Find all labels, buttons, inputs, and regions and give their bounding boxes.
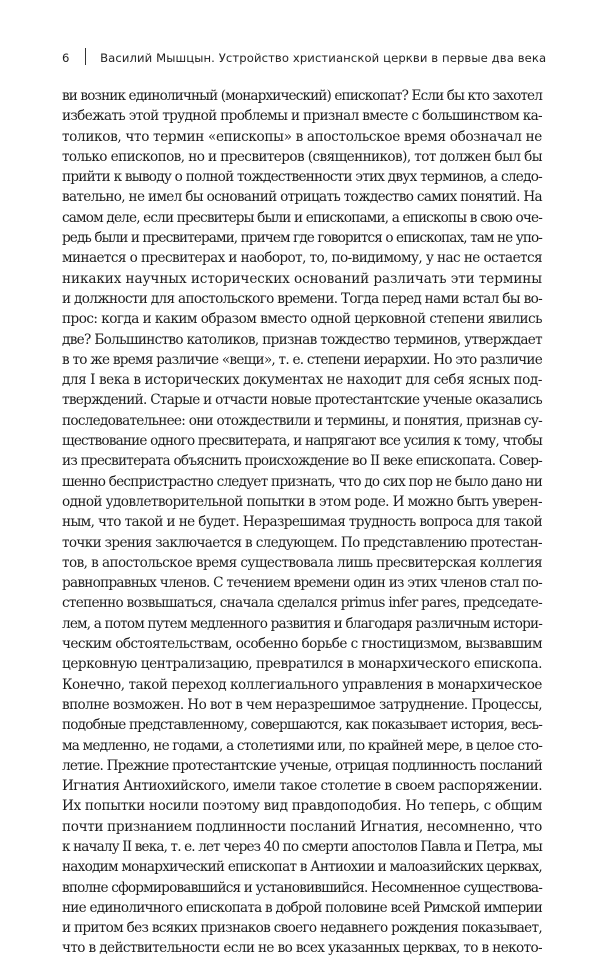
text-line: и притом без всяких признаков своего недавнего рождения показывает, bbox=[62, 920, 543, 937]
header-divider bbox=[85, 48, 86, 65]
text-line: последовательнее: они отождествили и термины, и понятия, признав су- bbox=[62, 412, 542, 429]
text-line: вполне сформировавшийся и установившийся. Несомненное существова- bbox=[62, 879, 542, 896]
text-line: что в действительности если не во всех указанных церквах, то в некото- bbox=[62, 940, 543, 957]
text-line: в то же время различие «вещи», т. е. степени иерархии. Но это различие bbox=[62, 351, 543, 368]
text-line: ви возник единоличный (монархический) епископат? Если бы кто захотел bbox=[62, 88, 542, 104]
text-line: степенно возвышаться, сначала сделался primus infer pares, председате- bbox=[62, 595, 542, 612]
text-line: минается о пресвитерах и наоборот, то, по-видимому, у нас не остается bbox=[62, 250, 542, 267]
text-line: точки зрения заключается в следующем. По представлению протестан- bbox=[62, 534, 542, 551]
text-line: две? Большинство католиков, признав тождество терминов, утверждает bbox=[62, 331, 542, 348]
text-line: и должности для апостольского времени. Тогда перед нами встал бы во- bbox=[62, 290, 543, 307]
text-line: избежать этой трудной проблемы и признал вместе с большинством ка- bbox=[62, 108, 542, 125]
text-line: прос: когда и каким образом вместо одной церковной степени явились bbox=[62, 311, 542, 328]
text-line: для I века в исторических документах не находит для себя ясных под- bbox=[62, 372, 542, 389]
text-line: только епископов, но и пресвитеров (священников), тот должен был бы bbox=[62, 148, 542, 165]
running-header bbox=[62, 48, 547, 65]
text-line: лем, а потом путем медленного развития и благодаря различным истори- bbox=[62, 615, 542, 632]
text-line: ческим обстоятельствам, особенно борьбе с гностицизмом, вызвавшим bbox=[62, 636, 542, 653]
text-line: редь были и пресвитерами, причем где говорится о епископах, там не упо- bbox=[62, 230, 542, 247]
text-line: шенно беспристрастно следует признать, что до сих пор не было дано ни bbox=[62, 473, 543, 490]
text-line: ществование одного пресвитерата, и напрягают все усилия к тому, чтобы bbox=[62, 433, 542, 450]
text-line: церковную централизацию, превратился в монархического епископа. bbox=[62, 656, 543, 673]
text-line: находим монархический епископат в Антиохии и малоазийских церквах, bbox=[62, 859, 542, 876]
text-line: ма медленно, не годами, а столетиями или, по крайней мере, в целое сто- bbox=[62, 737, 543, 754]
text-line: ным, что такой и не будет. Неразрешимая трудность вопроса для такой bbox=[62, 514, 543, 531]
text-line: вательно, не имел бы оснований отрицать тождество самих понятий. На bbox=[62, 189, 542, 206]
text-line: тов, в апостольское время существовала лишь пресвитерская коллегия bbox=[62, 554, 542, 571]
text-line: прийти к выводу о полной тождественности этих двух терминов, а следо- bbox=[62, 169, 542, 186]
text-line: к началу II века, т. е. лет через 40 по смерти апостолов Павла и Петра, мы bbox=[62, 838, 542, 855]
text-line: толиков, что термин «епископы» в апостольское время обозначал не bbox=[62, 128, 543, 145]
text-line: из пресвитерата объяснить происхождение во II веке епископата. Совер- bbox=[62, 453, 543, 470]
running-title: Василий Мышцын. Устройство христианской церкви в первые два века bbox=[100, 51, 547, 65]
text-line: тверждений. Старые и отчасти новые протестантские ученые оказались bbox=[62, 392, 542, 409]
body-text bbox=[62, 86, 542, 959]
text-line: никаких научных исторических оснований различать эти термины bbox=[62, 270, 542, 287]
text-line: ние единоличного епископата в доброй половине всей Римской империи bbox=[62, 899, 542, 916]
page-number: 6 bbox=[62, 51, 70, 65]
text-line: равноправных членов. С течением времени один из этих членов стал по- bbox=[62, 575, 543, 592]
text-line: летие. Прежние протестантские ученые, отрицая подлинность посланий bbox=[62, 757, 542, 774]
text-line: Игнатия Антиохийского, имели такое столетие в своем распоряжении. bbox=[62, 778, 542, 795]
text-line: почти признанием подлинности посланий Игнатия, несомненно, что bbox=[62, 818, 543, 835]
text-line: Конечно, такой переход коллегиального управления в монархическое bbox=[62, 676, 542, 693]
text-line: самом деле, если пресвитеры были и епископами, а епископы в свою оче- bbox=[62, 209, 542, 226]
text-line: одной удовлетворительной попытки в этом роде. И можно быть уверен- bbox=[62, 493, 543, 510]
text-line: Их попытки носили поэтому вид правдоподобия. Но теперь, с общим bbox=[62, 798, 542, 815]
text-line: вполне возможен. Но вот в чем неразрешимое затруднение. Процессы, bbox=[62, 696, 543, 713]
text-line: подобные представленному, совершаются, как показывает история, весь- bbox=[62, 717, 542, 734]
